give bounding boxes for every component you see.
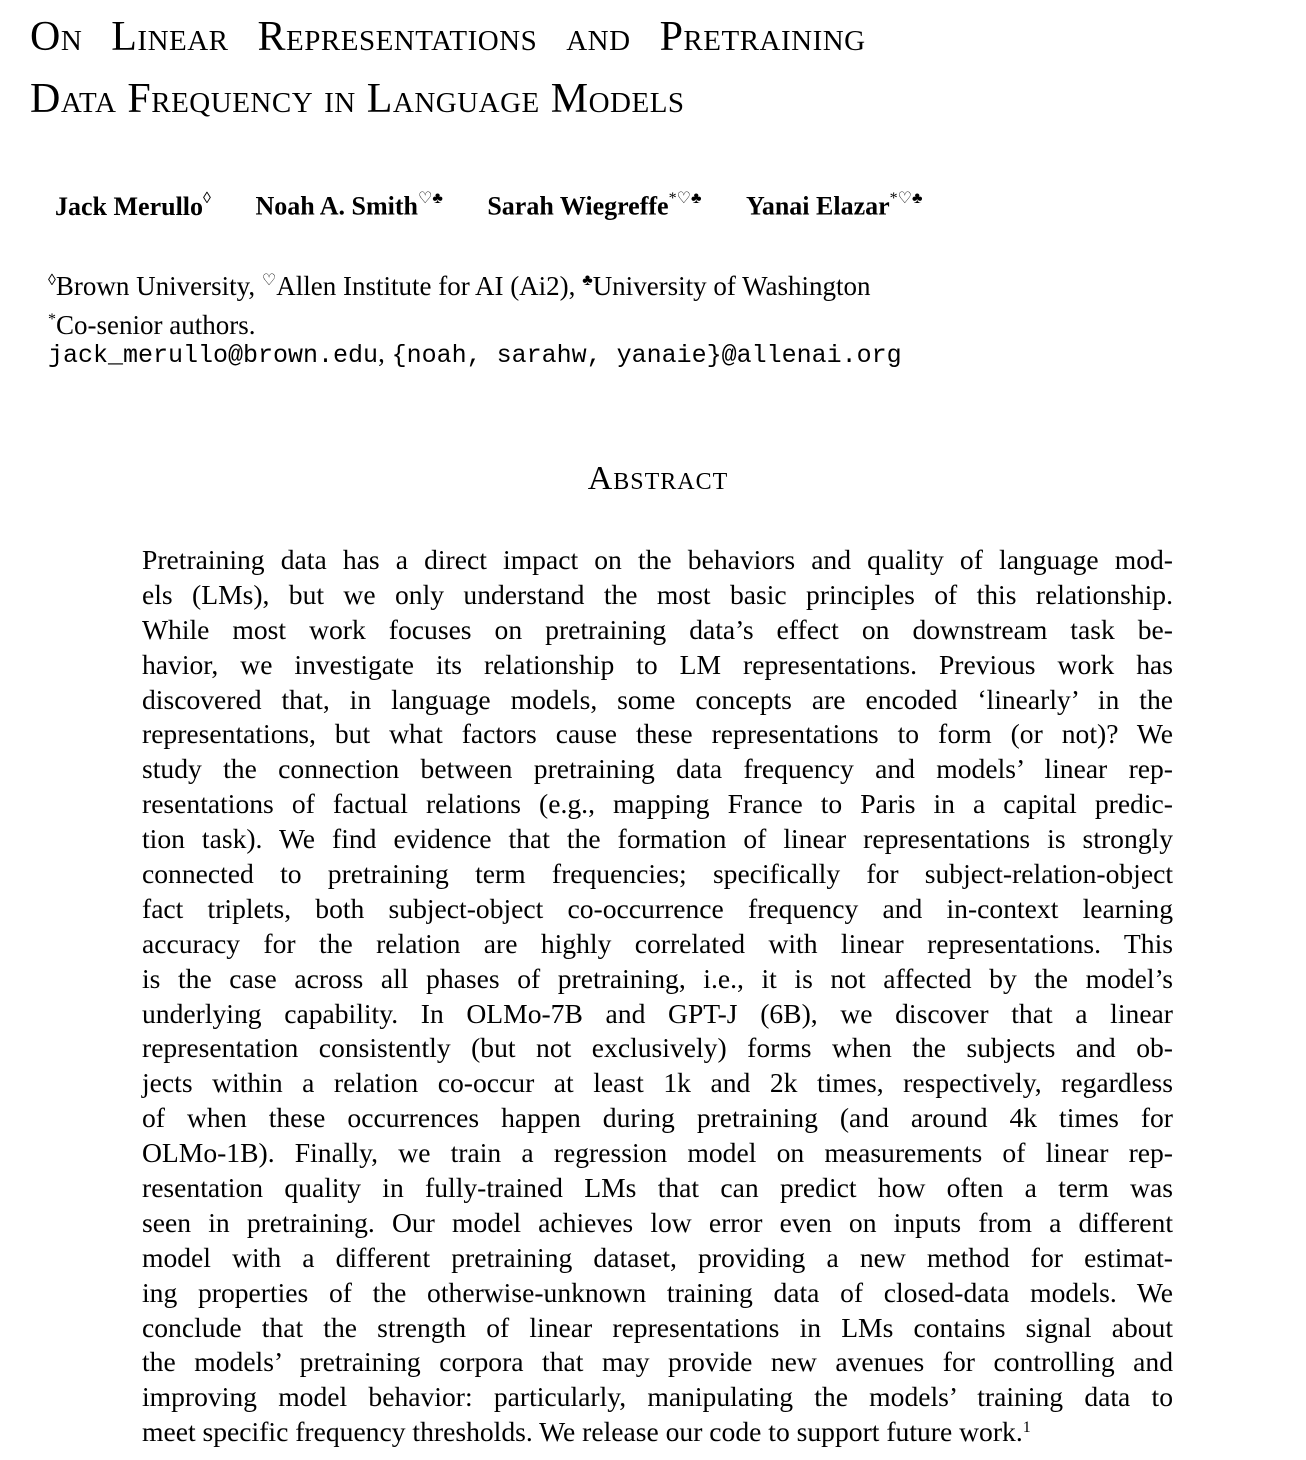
- abstract-line: accuracy for the relation are highly correlated with linear representations. This: [142, 927, 1173, 959]
- abstract-line: tion task). We find evidence that the formation of linear representations is strongly: [142, 823, 1173, 855]
- author-sarah-wiegreffe: [487, 190, 701, 222]
- abstract-line: the models’ pretraining corpora that may provide new avenues for controlling and: [142, 1346, 1173, 1378]
- abstract-line: conclude that the strength of linear representations in LMs contains signal about: [142, 1311, 1173, 1343]
- abstract-body: [142, 543, 1173, 1450]
- abstract-line: representation consistently (but not exclusively) forms when the subjects and ob-: [142, 1032, 1173, 1064]
- author-affiliation-marks: *♡♣: [889, 190, 923, 207]
- abstract-line: is the case across all phases of pretraining, i.e., it is not affected by the model’s: [142, 962, 1173, 994]
- author-name: Sarah Wiegreffe: [487, 191, 669, 221]
- author-yanai-elazar: [746, 190, 923, 222]
- email-allenai-group[interactable]: {noah, sarahw, yanaie}@allenai.org: [391, 341, 902, 370]
- author-affiliation-marks: ◊: [203, 190, 211, 207]
- heart-icon: ♡: [261, 272, 277, 289]
- author-name: Yanai Elazar: [745, 191, 890, 221]
- abstract-line: discovered that, in language models, some concepts are encoded ‘linearly’ in the: [142, 683, 1173, 715]
- author-jack-merullo: [55, 192, 211, 222]
- affiliation-line: [48, 264, 871, 303]
- affiliations: [48, 264, 871, 342]
- abstract-line: representations, but what factors cause these representations to form (or not)? We: [142, 718, 1173, 750]
- abstract-line: connected to pretraining term frequencies; specifically for subject-relation-object: [142, 858, 1173, 890]
- title-line-2: Data Frequency in Language Models: [30, 76, 685, 122]
- title-line-1: On Linear Representations and Pretraining: [30, 14, 866, 60]
- author-affiliation-marks: ♡♣: [417, 190, 443, 207]
- email-jack[interactable]: jack_merullo@brown.edu: [48, 341, 379, 370]
- club-icon: ♣: [582, 272, 593, 289]
- abstract-line: havior, we investigate its relationship to LM representations. Previous work has: [142, 648, 1173, 680]
- diamond-icon: ◊: [48, 272, 56, 289]
- asterisk-icon: *: [48, 311, 56, 328]
- abstract-line: study the connection between pretraining data frequency and models’ linear rep-: [142, 753, 1173, 785]
- affiliation-ai2: Allen Institute for AI (Ai2),: [276, 271, 583, 301]
- abstract-heading: Abstract: [587, 460, 729, 497]
- email-separator: ,: [378, 338, 392, 368]
- abstract-line: OLMo-1B). Finally, we train a regression model on measurements of linear rep-: [142, 1137, 1173, 1169]
- abstract-line: Pretraining data has a direct impact on the behaviors and quality of language mod-: [142, 544, 1173, 575]
- author-affiliation-marks: *♡♣: [668, 190, 702, 207]
- affiliation-brown: Brown University,: [55, 271, 262, 301]
- footnote-marker[interactable]: 1: [1022, 1419, 1031, 1437]
- author-name: Jack Merullo: [55, 191, 204, 221]
- abstract-line: els (LMs), but we only understand the most basic principles of this relationship.: [142, 578, 1173, 610]
- abstract-line: resentation quality in fully-trained LMs that can predict how often a term was: [142, 1172, 1173, 1204]
- abstract-line: seen in pretraining. Our model achieves low error even on inputs from a different: [142, 1206, 1173, 1238]
- abstract-line: jects within a relation co-occur at least 1k and 2k times, respectively, regardless: [142, 1067, 1173, 1099]
- co-senior-text: Co-senior authors.: [56, 310, 256, 340]
- abstract-line: resentations of factual relations (e.g., mapping France to Paris in a capital predic-: [142, 788, 1173, 820]
- abstract-line: ing properties of the otherwise-unknown training data of closed-data models. We: [142, 1276, 1173, 1308]
- abstract-line: meet specific frequency thresholds. We release our code to support future work.$^1$: [142, 1416, 1031, 1448]
- abstract-line: underlying capability. In OLMo-7B and GPT-J (6B), we discover that a linear: [142, 997, 1173, 1029]
- email-line: [48, 336, 902, 373]
- abstract-line: fact triplets, both subject-object co-occurrence frequency and in-context learning: [142, 892, 1173, 924]
- abstract-line: While most work focuses on pretraining data’s effect on downstream task be-: [142, 613, 1173, 645]
- abstract-line: of when these occurrences happen during pretraining (and around 4k times for: [142, 1102, 1173, 1134]
- abstract-line: improving model behavior: particularly, manipulating the models’ training data to: [142, 1381, 1173, 1413]
- author-noah-smith: [255, 190, 442, 222]
- author-name: Noah A. Smith: [255, 191, 418, 221]
- affiliation-uw: University of Washington: [592, 271, 871, 301]
- author-list: [55, 190, 961, 222]
- abstract-line: model with a different pretraining dataset, providing a new method for estimat-: [142, 1241, 1173, 1273]
- paper-title: [30, 6, 1300, 130]
